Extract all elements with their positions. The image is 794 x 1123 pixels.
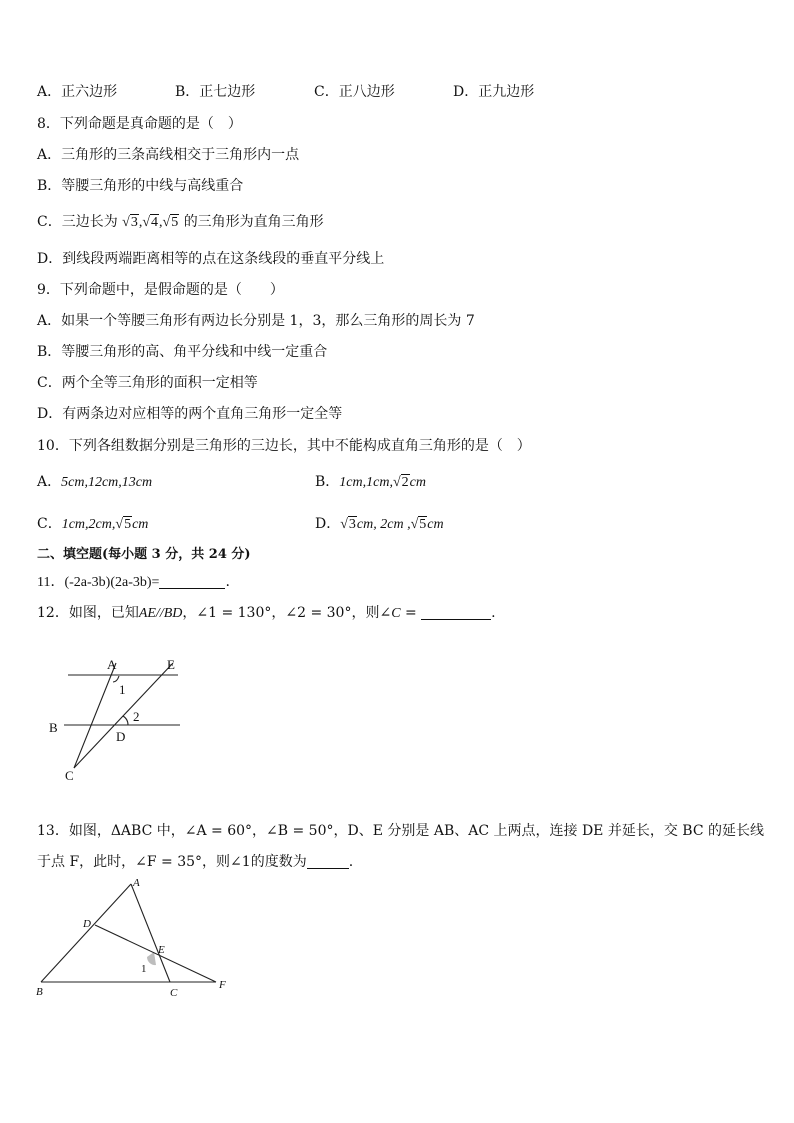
q10-option-b: B．1cm,1cm,√2cm (315, 474, 426, 490)
q10-option-c: C．1cm,2cm,√5cm (37, 516, 149, 532)
q9-option-a: A．如果一个等腰三角形有两边长分别是 1，3，那么三角形的周长为 7 (37, 313, 475, 329)
sqrt-4: √4 (142, 215, 159, 230)
q7-option-b: B．正七边形 (175, 84, 256, 100)
q9-option-d: D．有两条边对应相等的两个直角三角形一定全等 (37, 406, 343, 422)
q8-option-c: C．三边长为 √3,√4,√5 的三角形为直角三角形 (37, 214, 324, 230)
q8-option-c-suffix: 的三角形为直角三角形 (183, 214, 324, 230)
angle-2-arc (123, 716, 128, 725)
q9-option-b: B．等腰三角形的高、角平分线和中线一定重合 (37, 344, 328, 360)
q10-option-a: A．5cm,12cm,13cm (37, 474, 153, 490)
q9-stem: 9．下列命题中，是假命题的是（ ） (37, 282, 284, 298)
figure-q12 (40, 648, 200, 788)
answer-blank[interactable] (307, 854, 349, 869)
q13-line2: 于点 F，此时，∠F = 35°，则∠1的度数为 . (37, 854, 354, 870)
answer-blank[interactable] (159, 574, 225, 589)
q10-option-d: D．√3cm, 2cm ,√5cm (315, 516, 444, 532)
q8-option-c-prefix: C．三边长为 (37, 214, 118, 230)
line-df (95, 925, 216, 982)
q7-option-a: A．正六边形 (37, 84, 118, 100)
q7-option-c: C．正八边形 (314, 84, 395, 100)
q12-stem: 12．如图，已知AE//BD，∠1 = 130°，∠2 = 30°，则∠C = . (37, 605, 496, 621)
label-c: C (65, 768, 74, 783)
figure-q13 (30, 875, 240, 1005)
sqrt-3: √3 (122, 215, 138, 230)
section-heading: 二、填空题(每小题 3 分，共 24 分) (37, 547, 251, 562)
label-1: 1 (119, 682, 126, 697)
label-d: D (116, 729, 126, 744)
sqrt-5: √5 (162, 215, 179, 230)
q11: 11．(-2a-3b)(2a-3b)= . (37, 574, 230, 590)
label-e: E (167, 657, 175, 672)
q10-stem: 10．下列各组数据分别是三角形的三边长，其中不能构成直角三角形的是（ ） (37, 438, 531, 454)
q13-line1: 13．如图，ΔABC 中，∠A = 60°，∠B = 50°，D、E 分别是 AB、AC 上两点，连接 DE 并延长，交 BC 的延长线 (37, 823, 765, 839)
label-d: D (83, 918, 91, 930)
side-ac (131, 884, 170, 982)
q8-option-b: B．等腰三角形的中线与高线重合 (37, 178, 244, 194)
line-ec (74, 663, 173, 768)
side-ab (41, 884, 131, 982)
label-b: B (36, 986, 43, 998)
line-ac (74, 663, 116, 768)
q8-option-a: A．三角形的三条高线相交于三角形内一点 (37, 147, 300, 163)
angle-1-shade (147, 952, 156, 965)
label-c: C (170, 987, 178, 999)
label-a: A (133, 877, 140, 889)
answer-blank[interactable] (421, 605, 491, 620)
q7-option-d: D．正九边形 (453, 84, 535, 100)
label-a: A (107, 657, 117, 672)
label-f: F (219, 979, 226, 991)
q8-stem: 8．下列命题是真命题的是（ ） (37, 116, 242, 132)
label-b: B (49, 720, 58, 735)
label-1: 1 (141, 963, 147, 975)
label-e: E (158, 944, 165, 956)
q9-option-c: C．两个全等三角形的面积一定相等 (37, 375, 258, 391)
q8-option-d: D．到线段两端距离相等的点在这条线段的垂直平分线上 (37, 251, 385, 267)
label-2: 2 (133, 709, 140, 724)
